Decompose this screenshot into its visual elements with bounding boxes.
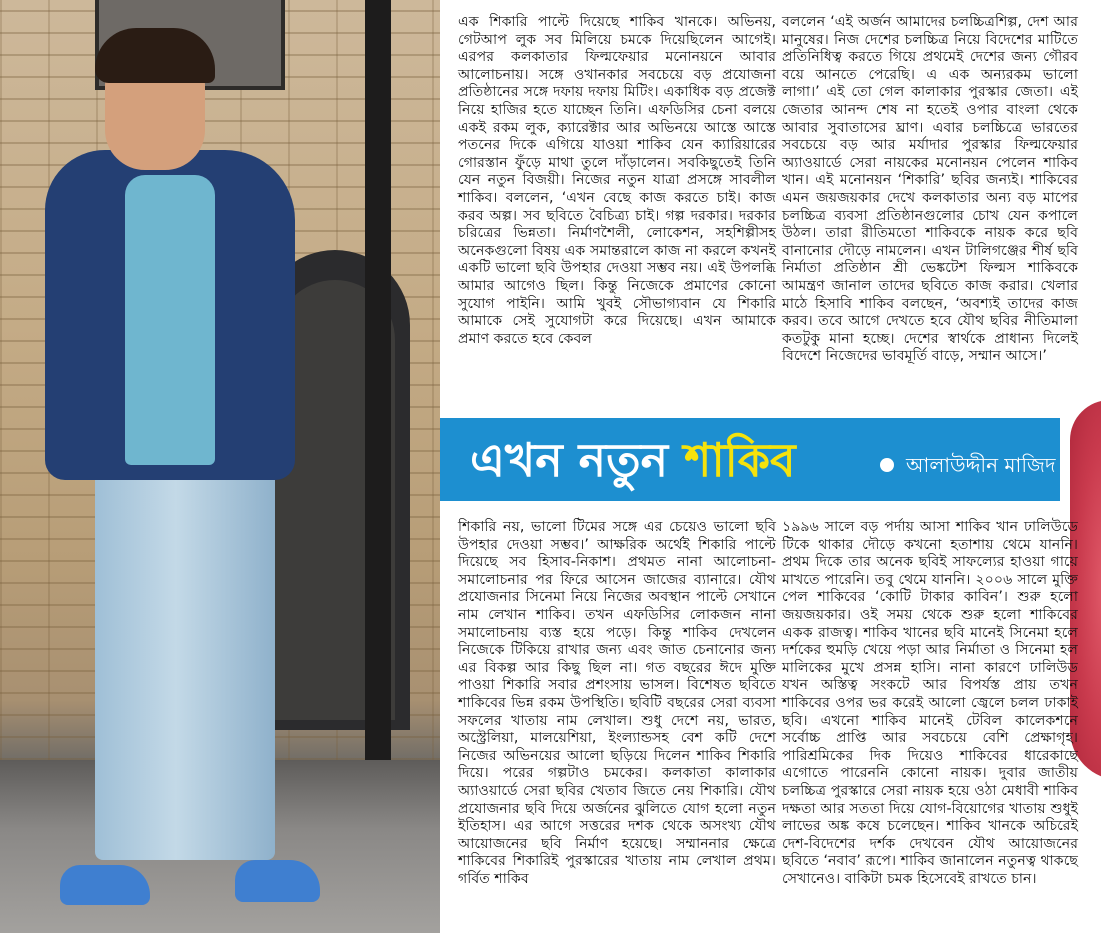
column-text: এক শিকারি পাল্টে দিয়েছে শাকিব খানকে। অভিনয়, গেটআপ লুক সব মিলিয়ে চমকে দিয়েছিলেন আগেই। এরপর কলকাতার ফিল্মফেয়ার মনোনয়নে আবার আলোচনায়। সঙ্গে ওখানকার সবচেয়ে বড় প্রযোজনা প্রতিষ্ঠানের সঙ্গে দফায় দফায় মিটিং। একাধিক বড় প্রজেক্ট নিয়ে হাজির হতে যাচ্ছেন তিনি। এফডিসির চেনা বলয়ে একই রকম লুক, ক্যারেক্টার আর অভিনয়ে আস্তে আস্তে পতনের দিকে এগিয়ে যাওয়া শাকিব যেন ক্যারিয়ারের গোরস্তান ফুঁড়ে মাথা তুলে দাঁড়ালেন। সবকিছুতেই তিনি যেন নতুন বিজয়ী। নিজের নতুন যাত্রা প্রসঙ্গে সাবলীল শাকিব। বললেন, ‘এখন বেছে কাজ করতে চাই। কাজ করব অল্প। সব ছবিতে বৈচিত্র্য চাই। গল্প দরকার। দরকার চরিত্রের ভিন্নতা। নির্মাণশৈলী, লোকেশন, সহশিল্পীসহ অনেকগুলো বিষয় এক সমান্তরালে কাজ না করলে কখনই একটি ভালো ছবি উপহার দেওয়া সম্ভব নয়। এই উপলব্ধি আমার আগেও ছিল। কিন্তু নিজেকে প্রমাণের কোনো সুযোগ পাইনি। আমি খুবই সৌভাগ্যবান যে শিকারি আমাকে সেই সুযোগটা করে দিয়েছে। এখন আমাকে প্রমাণ করতে হবে কেবল: [458, 14, 776, 347]
figure-hair: [95, 28, 215, 83]
lamp-post: [365, 0, 391, 760]
figure-shirt: [125, 175, 215, 465]
byline: [880, 450, 1055, 480]
article-column-1: [458, 14, 776, 348]
figure-shoe-left: [60, 865, 150, 905]
figure-shoe-right: [235, 860, 320, 902]
column-text: ১৯৯৬ সালে বড় পর্দায় আসা শাকিব খান ঢালিউডে টিকে থাকার দৌড়ে কখনো হতাশায় থেমে যাননি। প্রথম দিকে তার অনেক ছবিই সাফল্যের হাওয়া গায়ে মাখতে পারেনি। তবু থেমে যাননি। ২০০৬ সালে মুক্তি পেল শাকিবের ‘কোটি টাকার কাবিন’। শুরু হলো জয়জয়কার। ওই সময় থেকে শুরু হলো শাকিবের একক রাজত্ব। শাকিব খানের ছবি মানেই সিনেমা হলে দর্শকের হুমড়ি খেয়ে পড়া আর নির্মাতা ও সিনেমা হল মালিকের মুখে প্রসন্ন হাসি। নানা কারণে ঢালিউড যখন অস্তিত্ব সংকটে আর বিপর্যস্ত প্রায় তখন শাকিবের ওপর ভর করেই আলো জ্বেলে চলল ঢাকাই ছবি। এখনো শাকিব মানেই টেবিল কালেকশনে সর্বোচ্চ প্রাপ্তি আর সবচেয়ে বেশি প্রেক্ষাগৃহ। পারিশ্রমিকের দিক দিয়েও শাকিবের ধারেকাছে এগোতে পারেননি কোনো নায়ক। দুবার জাতীয় চলচ্চিত্র পুরস্কারে সেরা নায়ক হয়ে ওঠা মেধাবী শাকিব দক্ষতা আর সততা দিয়ে যোগ-বিয়োগের খাতায় শুধুই লাভের অঙ্ক কষে চলেছেন। শাকিব খানকে অচিরেই দেশ-বিদেশের দর্শক দেখবেন যৌথ আয়োজনের ছবিতে ‘নবাব’ রূপে। শাকিব জানালেন নতুনত্ব থাকছে সেখানেও। বাকিটা চমক হিসেবেই রাখতে চান।: [782, 519, 1078, 887]
figure-jeans: [95, 470, 275, 860]
article-column-3: [458, 519, 776, 888]
bullet-dot-icon: [880, 458, 894, 472]
headline-part-2: শাকিব: [684, 433, 796, 487]
byline-author: আলাউদ্দীন মাজিদ: [906, 453, 1056, 477]
headline-title: [470, 425, 796, 495]
column-text: শিকারি নয়, ভালো টিমের সঙ্গে এর চেয়েও ভালো ছবি উপহার দেওয়া সম্ভব।’ আক্ষরিক অর্থেই শিকারি পাল্টে দিয়েছে সব হিসাব-নিকাশ। প্রথমত নানা আলোচনা-সমালোচনার পর ফিরে আসেন জাজের ব্যানারে। যৌথ প্রযোজনার সিনেমা নিয়ে নিজের অবস্থান পাল্টে সেখানে নাম লেখান শাকিব। তখন এফডিসির লোকজন নানা সমালোচনায় ব্যস্ত হয়ে পড়ে। কিন্তু শাকিব দেখলেন নিজেকে টিকিয়ে রাখার জন্য এবং জাত চেনানোর জন্য এর বিকল্প আর কিছু ছিল না। গত বছরের ঈদে মুক্তি পাওয়া শিকারি সবার প্রশংসায় ভাসল। বিশেষত ছবিতে শাকিবের ভিন্ন রকম উপস্থিতি। ছবিটি বছরের সেরা ব্যবসা সফলের খাতায় নাম লেখাল। শুধু দেশে নয়, ভারত, অস্ট্রেলিয়া, মালয়েশিয়া, ইংল্যান্ডসহ বেশ কটি দেশে নিজের অভিনয়ের আলো ছড়িয়ে দিলেন শাকিব শিকারি দিয়ে। পরের গল্পটাও চমকের। কলকাতা কালাকার অ্যাওয়ার্ডে সেরা ছবির খেতাব জিতে নেয় শিকারি। যৌথ প্রযোজনার ছবি দিয়ে অর্জনের ঝুলিতে যোগ হলো নতুন ইতিহাস। এর আগে সত্তরের দশক থেকে অসংখ্য যৌথ আয়োজনের ছবি নির্মাণ হয়েছে। সম্মাননার ক্ষেত্রে শাকিবের শিকারিই পুরস্কারের খাতায় নাম লেখাল প্রথম। গর্বিত শাকিব: [458, 519, 776, 887]
article-photo: [0, 0, 440, 933]
article-column-4: [782, 519, 1078, 888]
column-text: বললেন ‘এই অর্জন আমাদের চলচ্চিত্রশিল্প, দেশ আর মানুষের। নিজ দেশের চলচ্চিত্র নিয়ে বিদেশের মাটিতে প্রতিনিধিত্ব করতে গিয়ে প্রথমেই দেশের জন্য গৌরব বয়ে আনতে পেরেছি। এ এক অন্যরকম ভালো লাগা।’ এই তো গেল কালাকার পুরস্কার জেতা। এই জেতার আনন্দ শেষ না হতেই ওপার বাংলা থেকে আবার সুবাতাসের ঘ্রাণ। এবার চলচ্চিত্রে ভারতের সবচেয়ে বড় আর মর্যাদার পুরস্কার ফিল্মফেয়ার অ্যাওয়ার্ডে সেরা নায়কের মনোনয়ন পেলেন শাকিব খান। এই মনোনয়ন ‘শিকারি’ ছবির জন্যই। শাকিবের এমন জয়জয়কার দেখে কলকাতার অন্য বড় মাপের চলচ্চিত্র ব্যবসা প্রতিষ্ঠানগুলোর চোখ যেন কপালে উঠল। তারা রীতিমতো শাকিবকে নায়ক করে ছবি বানানোর দৌড়ে নামলেন। এখন টালিগঞ্জের শীর্ষ ছবি নির্মাতা প্রতিষ্ঠান শ্রী ভেঙ্কটেশ ফিল্মস শাকিবকে আমন্ত্রণ জানাল তাদের ছবিতে কাজ করার। খেলার মাঠে হিসাবি শাকিব বলছেন, ‘অবশ্যই তাদের কাজ করব। তবে আগে দেখতে হবে যৌথ ছবির নীতিমালা কতটুকু মানা হচ্ছে। দেশের স্বার্থকে প্রাধান্য দিলেই বিদেশে নিজেদের ভাবমূর্তি বাড়ে, সম্মান আসে।’: [782, 14, 1078, 365]
article-column-2: [782, 14, 1078, 366]
headline-part-1: এখন নতুন: [470, 433, 669, 487]
